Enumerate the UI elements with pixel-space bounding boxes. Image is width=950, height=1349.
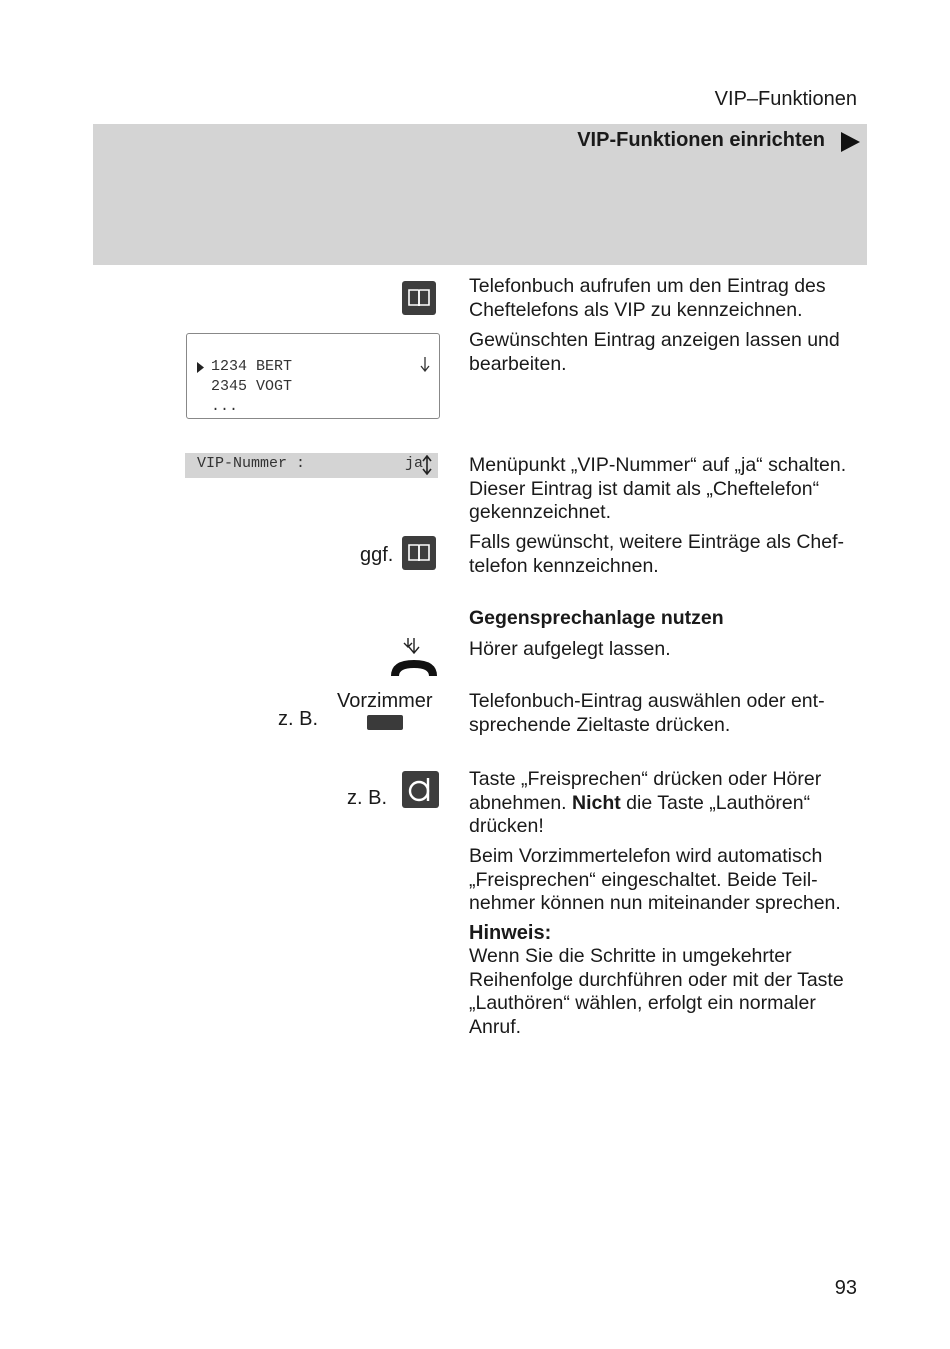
vip-menu-value: ja — [405, 455, 424, 472]
step-open-phonebook: Telefonbuch aufrufen um den Eintrag des Cheftelefons als VIP zu kennzeichnen. — [469, 275, 826, 321]
destination-key-icon — [367, 715, 403, 730]
step-more-entries: Falls gewünscht, weitere Einträge als Chef-telefon kennzeichnen. — [469, 531, 845, 577]
cursor-arrow-icon — [196, 361, 205, 374]
page-number: 93 — [834, 1277, 857, 1299]
step-press-speaker — [469, 768, 869, 839]
step-select-entry: Gewünschten Eintrag anzeigen lassen und bearbeiten. — [469, 329, 840, 375]
handset-on-hook-icon — [388, 636, 440, 678]
vip-menu-label: VIP-Nummer : — [197, 455, 306, 472]
step-press-speaker-emphasis: Nicht — [572, 791, 621, 814]
vip-menu-item — [185, 453, 438, 478]
note-title: Hinweis: — [469, 922, 552, 944]
subsection-heading: Gegensprechanlage nutzen — [469, 607, 724, 629]
up-down-arrow-icon — [422, 455, 432, 475]
section-banner — [93, 124, 867, 265]
display-line-3: ... — [211, 398, 239, 415]
step-press-speaker-part2: die Taste „Lauthören“ drücken! — [469, 791, 811, 837]
key-label-vorzimmer: Vorzimmer — [337, 690, 433, 712]
running-header: VIP–Funktionen — [714, 88, 857, 110]
phonebook-key-icon-2 — [402, 536, 436, 570]
scroll-down-arrow-icon — [420, 356, 430, 372]
speakerphone-key-icon — [402, 771, 439, 808]
optional-label: ggf. — [360, 544, 394, 566]
display-line-2: 2345 VOGT — [211, 378, 293, 395]
example-label-2: z. B. — [347, 787, 388, 809]
continue-arrow-icon — [841, 132, 860, 152]
phonebook-key-icon — [402, 281, 436, 315]
section-title: VIP-Funktionen einrichten — [577, 129, 825, 151]
step-press-speaker-part1: Taste „Freisprechen“ drücken oder Hörer abnehmen. — [469, 768, 822, 814]
step-auto-speaker: Beim Vorzimmertelefon wird automatisch „Freisprechen“ eingeschaltet. Beide Teil-nehmer können nun miteinander sprechen. — [469, 845, 841, 914]
example-label: z. B. — [278, 708, 319, 730]
phone-display — [186, 333, 440, 419]
step-keep-on-hook: Hörer aufgelegt lassen. — [469, 638, 671, 660]
step-select-destination: Telefonbuch-Eintrag auswählen oder ent-sprechende Zieltaste drücken. — [469, 690, 825, 736]
step-vip-on: Menüpunkt „VIP-Nummer“ auf „ja“ schalten. Dieser Eintrag ist damit als „Cheftelefon“ gekennzeichnet. — [469, 454, 847, 523]
note-text: Wenn Sie die Schritte in umgekehrter Reihenfolge durchführen oder mit der Taste „Lauthören“ wählen, erfolgt ein normaler Anruf. — [469, 945, 844, 1038]
display-line-1: 1234 BERT — [211, 358, 293, 375]
